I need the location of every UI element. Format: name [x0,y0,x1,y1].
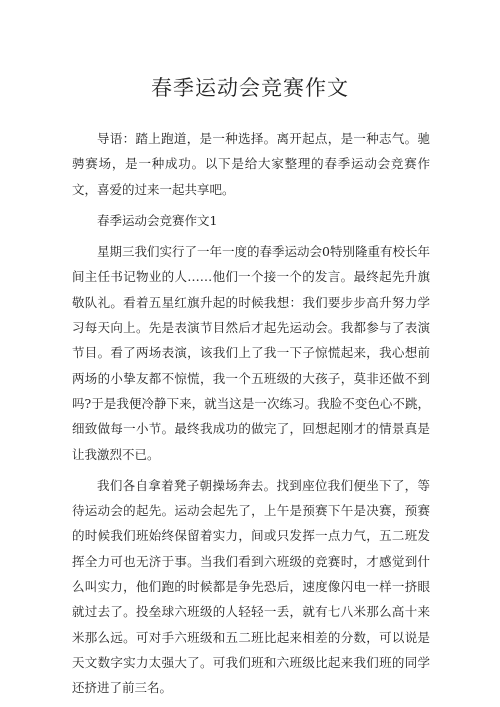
document-body [72,126,430,707]
body-paragraph: 我们各自拿着凳子朝操场奔去。找到座位我们便坐下了，等待运动会的起先。运动会起先了，上午是预赛下午是决赛，预赛的时候我们班始终保留着实力，间或只发挥一点力气，五二班发挥全力可也无济于事。当我们看到六班级的竞赛时，才感觉到什么叫实力，他们跑的时候都是争先恐后，速度像闪电一样一挤眼就过去了。投垒球六班级的人轻轻一丢，就有七八米那么高十来米那么远。可对手六班级和五二班比起来相差的分数，可以说是天文数字实力太强大了。可我们班和六班级比起来我们班的同学还挤进了前三名。 [72,477,430,696]
intro-paragraph: 导语：踏上跑道，是一种选择。离开起点，是一种志气。驰骋赛场，是一种成功。以下是给大家整理的春季运动会竞赛作文，喜爱的过来一起共享吧。 [72,131,430,197]
document-title: 春季运动会竞赛作文 [151,76,349,100]
body-paragraph: 星期三我们实行了一年一度的春季运动会0特别隆重有校长年间主任书记物业的人……他们一个接一个的发言。最终起先升旗敬队礼。看着五星红旗升起的时候我想：我们要步步高升努力学习每天向上。先是表演节目然后才起先运动会。我都参与了表演节目。看了两场表演，该我们上了我一下子惊慌起来，我心想前两场的小挚友都不惊慌，我一个五班级的大孩子，莫非还做不到吗?于是我便冷静下来，就当这是一次练习。我脸不变色心不跳，细致做每一小节。最终我成功的做完了，回想起刚才的情景真是让我激烈不已。 [72,244,430,462]
section-heading: 春季运动会竞赛作文1 [97,212,218,228]
